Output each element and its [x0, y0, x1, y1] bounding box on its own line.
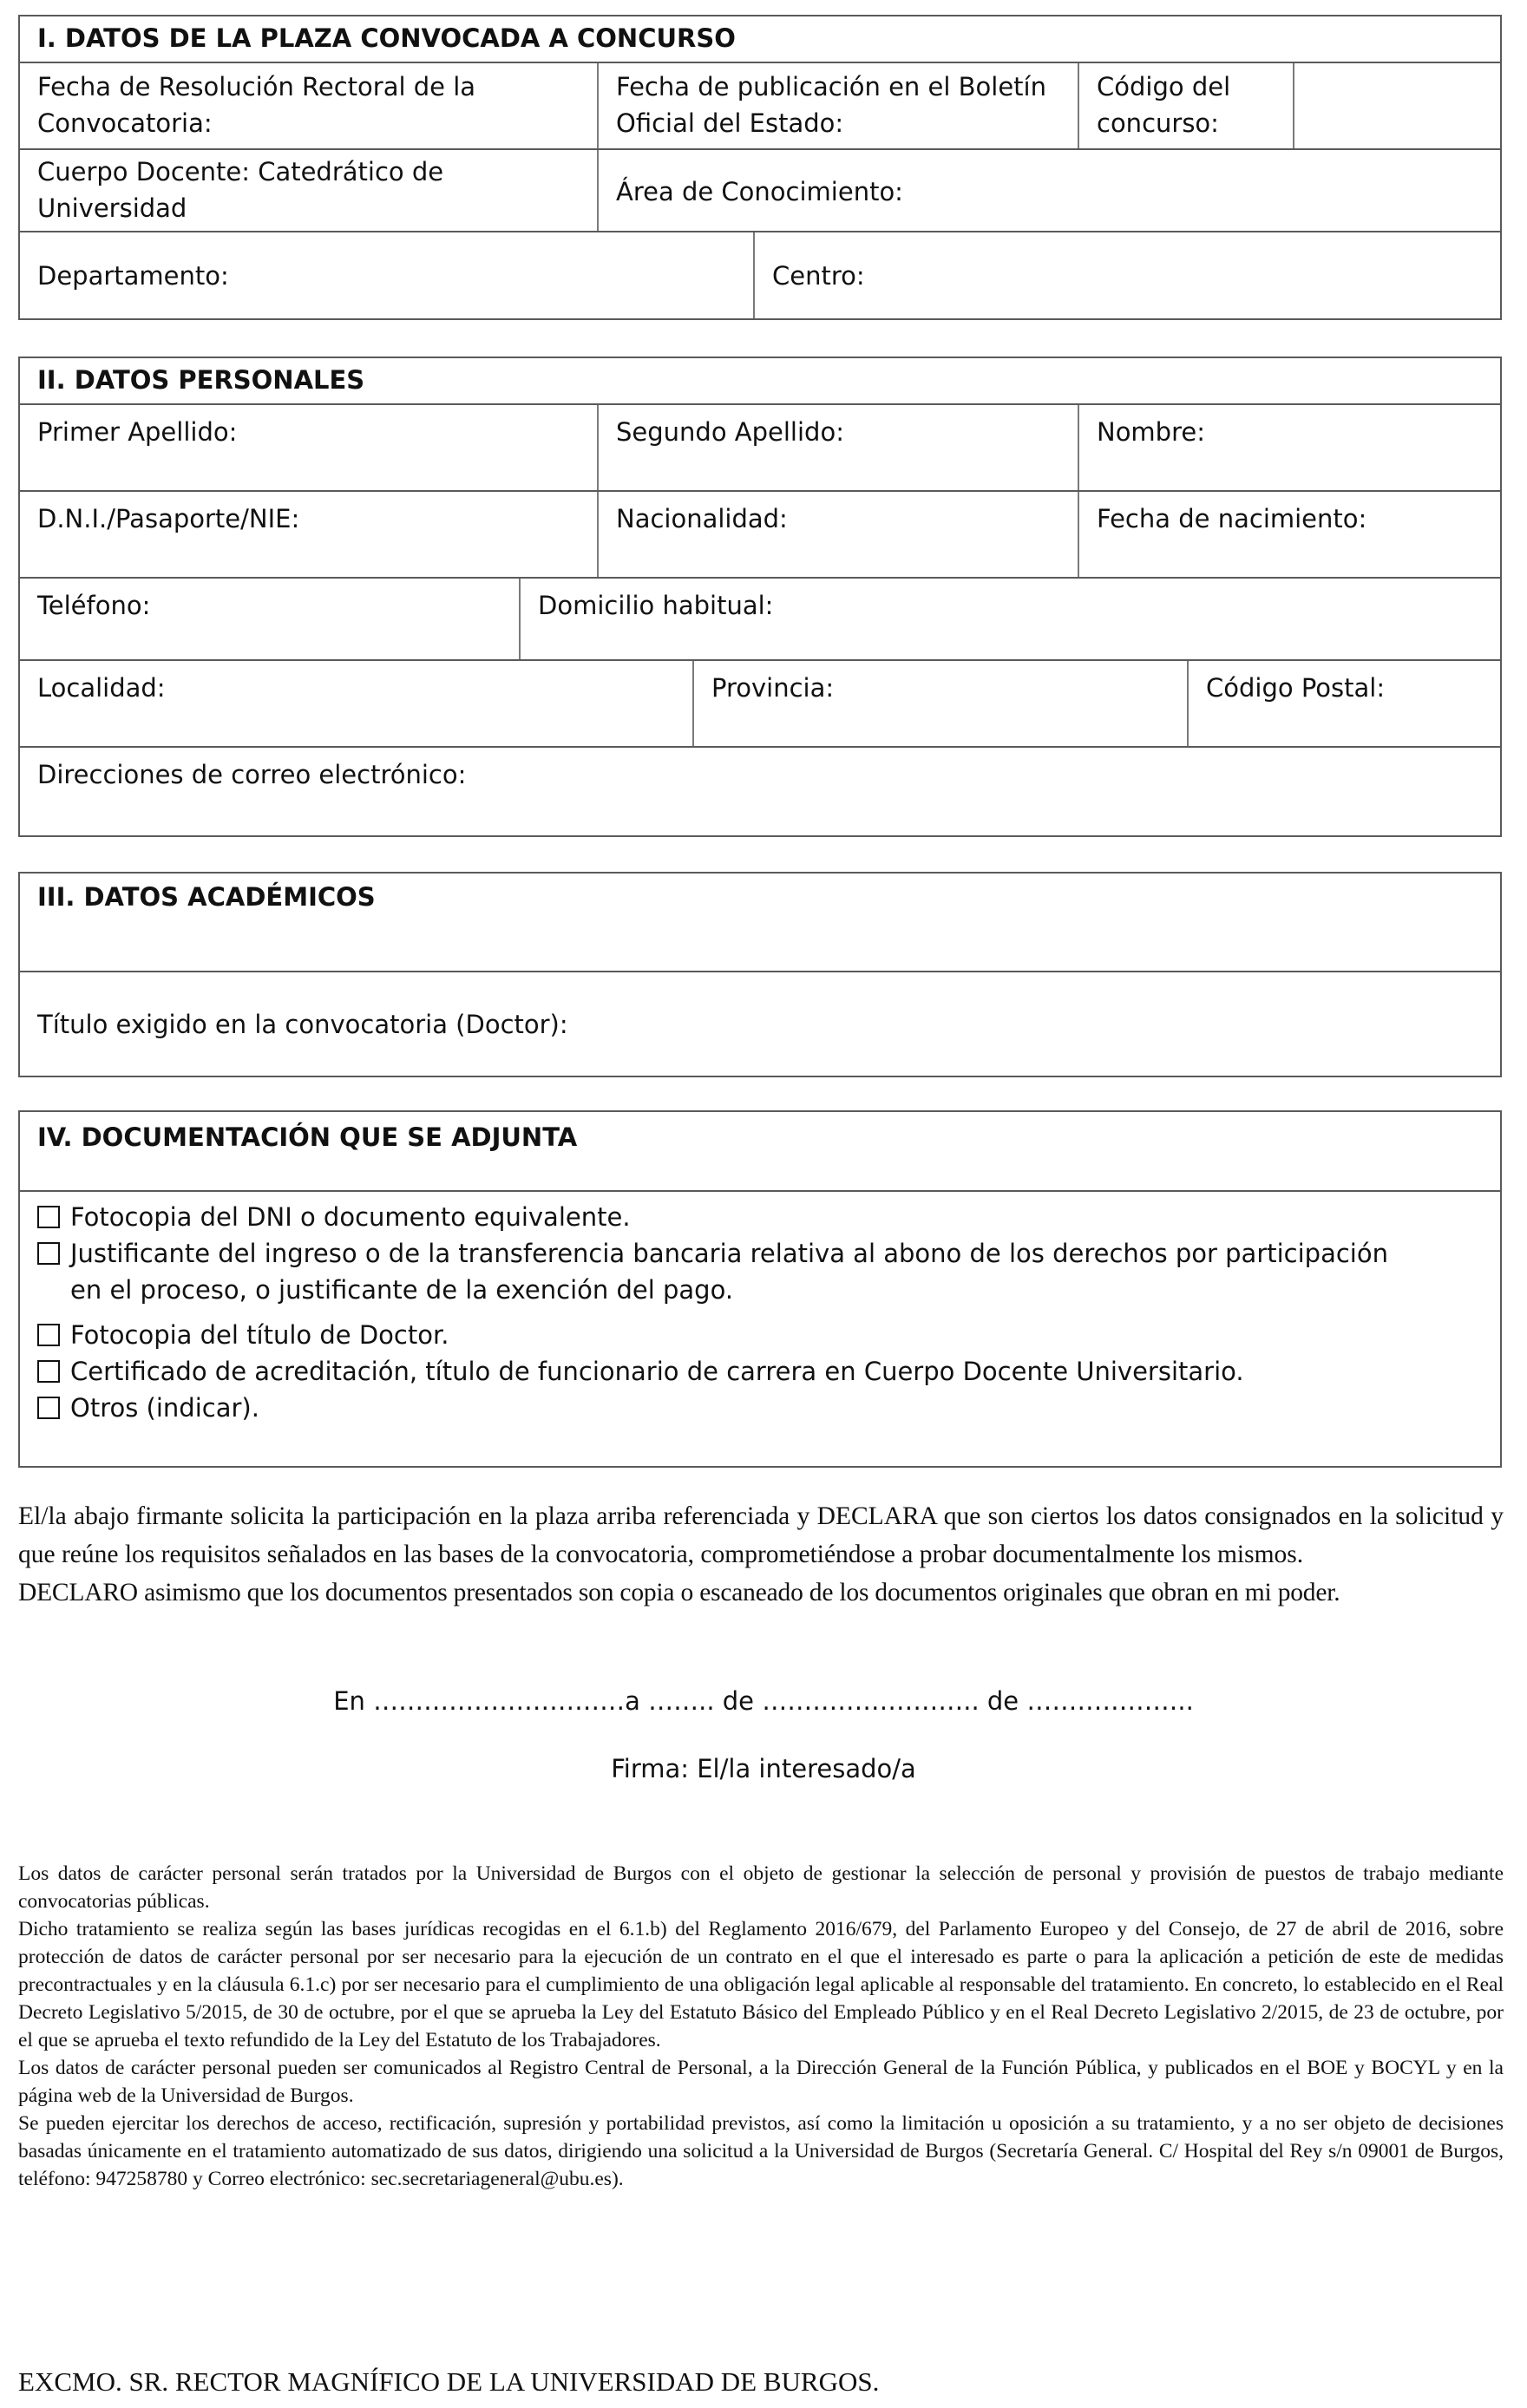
document-label: Certificado de acreditación, título de funcionario de carrera en Cuerpo Docente Universitario. [70, 1357, 1244, 1386]
document-item[interactable] [37, 1235, 1483, 1272]
section-title: I. DATOS DE LA PLAZA CONVOCADA A CONCURSO [37, 23, 736, 53]
section-title: III. DATOS ACADÉMICOS [37, 882, 376, 912]
centro-label: Centro: [772, 260, 865, 291]
section-title: II. DATOS PERSONALES [37, 365, 365, 395]
localidad-label: Localidad: [37, 673, 166, 703]
document-item[interactable] [37, 1317, 1483, 1353]
fecha-resolucion-field[interactable] [20, 63, 597, 150]
departamento-centro-row [20, 231, 1500, 318]
section-datos-personales [18, 357, 1502, 837]
privacy-notice [18, 1860, 1504, 2193]
cuerpo-area-row [20, 148, 1500, 232]
departamento-label: Departamento: [37, 260, 229, 291]
domicilio-label: Domicilio habitual: [538, 591, 774, 620]
declaration-paragraph: DECLARO asimismo que los documentos presentados son copia o escaneado de los documentos originales que obran en mi poder. [18, 1579, 1340, 1606]
place-date-line[interactable]: En …………………………a …….. de …………………….. de ……………….. [333, 1686, 1194, 1716]
section-datos-academicos [18, 872, 1502, 1077]
area-conocimiento-label: Área de Conocimiento: [616, 176, 903, 206]
privacy-paragraph: Dicho tratamiento se realiza según las bases jurídicas recogidas en el 6.1.b) del Reglamento 2016/679, del Parlamento Europeo y del Consejo, de 27 de abril de 2016, sobre protección de datos de carácter personal por ser necesario para la ejecución de un contrato en el que el interesado es parte o para la aplicación a petición de este de medidas precontractuales y en la cláusula 6.1.c) por ser necesario para el cumplimiento de una obligación legal aplicable al responsable del tratamiento. En concreto, lo establecido en el Real Decreto Legislativo 5/2015, de 30 de octubre, por el que se aprueba la Ley del Estatuto Básico del Empleado Público y en el Real Decreto Legislativo 2/2015, de 23 de octubre, por el que se aprueba el texto refundido de la Ley del Estatuto de los Trabajadores. [18, 1918, 1504, 2051]
privacy-paragraph: Se pueden ejercitar los derechos de acceso, rectificación, supresión y portabilidad previstos, así como la limitación u oposición a su tratamiento, y a no ser objeto de decisiones basadas únicamente en el tratamiento automatizado de sus datos, dirigiendo una solicitud a la Universidad de Burgos (Secretaría General. C/ Hospital del Rey s/n 09001 de Burgos, teléfono: 947258780 y Correo electrónico: sec.secretariageneral@ubu.es). [18, 2112, 1504, 2190]
titulo-row [20, 971, 1500, 1076]
fecha-boe-label: Fecha de publicación en el Boletín Oficial del Estado: [616, 72, 1046, 138]
nombre-row [20, 403, 1500, 492]
departamento-field[interactable] [20, 232, 753, 318]
segundo-apellido-label: Segundo Apellido: [616, 417, 844, 447]
document-label: Justificante del ingreso o de la transferencia bancaria relativa al abono de los derechos por participación [70, 1239, 1388, 1268]
codigo-postal-field[interactable] [1187, 661, 1500, 748]
fecha-resolucion-label: Fecha de Resolución Rectoral de la Convocatoria: [37, 72, 476, 138]
checkbox[interactable] [37, 1206, 60, 1228]
signature-label: Firma: El/la interesado/a [611, 1754, 916, 1783]
declaration-text [18, 1497, 1504, 1612]
checkbox[interactable] [37, 1360, 60, 1383]
documentos-list [20, 1190, 1500, 1466]
provincia-field[interactable] [692, 661, 1187, 748]
checkbox[interactable] [37, 1324, 60, 1346]
section-header-row [20, 1112, 1500, 1192]
contacto-row [20, 577, 1500, 661]
codigo-concurso-label-cell [1078, 63, 1293, 150]
telefono-field[interactable] [20, 579, 519, 661]
document-label: Fotocopia del DNI o documento equivalente. [70, 1202, 631, 1232]
addressee: EXCMO. SR. RECTOR MAGNÍFICO DE LA UNIVERSIDAD DE BURGOS. [18, 2366, 880, 2397]
fecha-nacimiento-field[interactable] [1078, 492, 1500, 579]
area-conocimiento-field[interactable] [597, 150, 1500, 232]
document-item[interactable] [37, 1199, 1483, 1235]
document-label: Fotocopia del título de Doctor. [70, 1320, 449, 1350]
email-row [20, 746, 1500, 835]
localidad-field[interactable] [20, 661, 692, 748]
codigo-concurso-input[interactable] [1293, 63, 1500, 150]
section-header-row [20, 358, 1500, 405]
cuerpo-docente-label: Cuerpo Docente: Catedrático de Universidad [37, 157, 444, 223]
checkbox[interactable] [37, 1242, 60, 1265]
section-documentacion [18, 1110, 1502, 1468]
document-item[interactable] [37, 1353, 1483, 1390]
fecha-boe-field[interactable] [597, 63, 1078, 150]
primer-apellido-field[interactable] [20, 405, 597, 492]
domicilio-field[interactable] [519, 579, 1500, 661]
identidad-row [20, 490, 1500, 579]
email-label: Direcciones de correo electrónico: [37, 760, 467, 789]
dni-label: D.N.I./Pasaporte/NIE: [37, 504, 300, 533]
codigo-concurso-label: Código del concurso: [1097, 72, 1231, 138]
section-header-row [20, 16, 1500, 63]
checkbox[interactable] [37, 1397, 60, 1419]
titulo-exigido-label: Título exigido en la convocatoria (Doctor): [37, 1009, 568, 1039]
nacionalidad-field[interactable] [597, 492, 1078, 579]
section-title: IV. DOCUMENTACIÓN QUE SE ADJUNTA [37, 1122, 578, 1152]
section-plaza-convocada [18, 15, 1502, 320]
document-label: Otros (indicar). [70, 1393, 259, 1423]
segundo-apellido-field[interactable] [597, 405, 1078, 492]
cuerpo-docente-field [20, 150, 597, 232]
provincia-label: Provincia: [711, 673, 835, 703]
telefono-label: Teléfono: [37, 591, 151, 620]
section-header-row [20, 874, 1500, 972]
document-item[interactable] [37, 1390, 1483, 1426]
nombre-field[interactable] [1078, 405, 1500, 492]
fechas-row [20, 62, 1500, 150]
centro-field[interactable] [753, 232, 1500, 318]
primer-apellido-label: Primer Apellido: [37, 417, 238, 447]
direccion-row [20, 659, 1500, 748]
declaration-paragraph: El/la abajo firmante solicita la participación en la plaza arriba referenciada y DECLARA que son ciertos los datos consignados en la solicitud y que reúne los requisitos señalados en las bases de la convocatoria, comprometiéndose a probar documentalmente los mismos. [18, 1502, 1504, 1568]
codigo-postal-label: Código Postal: [1206, 673, 1386, 703]
nombre-label: Nombre: [1097, 417, 1205, 447]
dni-field[interactable] [20, 492, 597, 579]
privacy-paragraph: Los datos de carácter personal pueden ser comunicados al Registro Central de Personal, a la Dirección General de la Función Pública, y publicados en el BOE y BOCYL y en la página web de la Universidad de Burgos. [18, 2057, 1504, 2107]
privacy-paragraph: Los datos de carácter personal serán tratados por la Universidad de Burgos con el objeto de gestionar la selección de personal y provisión de puestos de trabajo mediante convocatorias públicas. [18, 1862, 1504, 1913]
nacionalidad-label: Nacionalidad: [616, 504, 788, 533]
email-field[interactable] [20, 748, 1500, 835]
titulo-exigido-field[interactable] [20, 972, 1500, 1076]
fecha-nacimiento-label: Fecha de nacimiento: [1097, 504, 1367, 533]
document-label-continuation: en el proceso, o justificante de la exención del pago. [70, 1275, 734, 1305]
